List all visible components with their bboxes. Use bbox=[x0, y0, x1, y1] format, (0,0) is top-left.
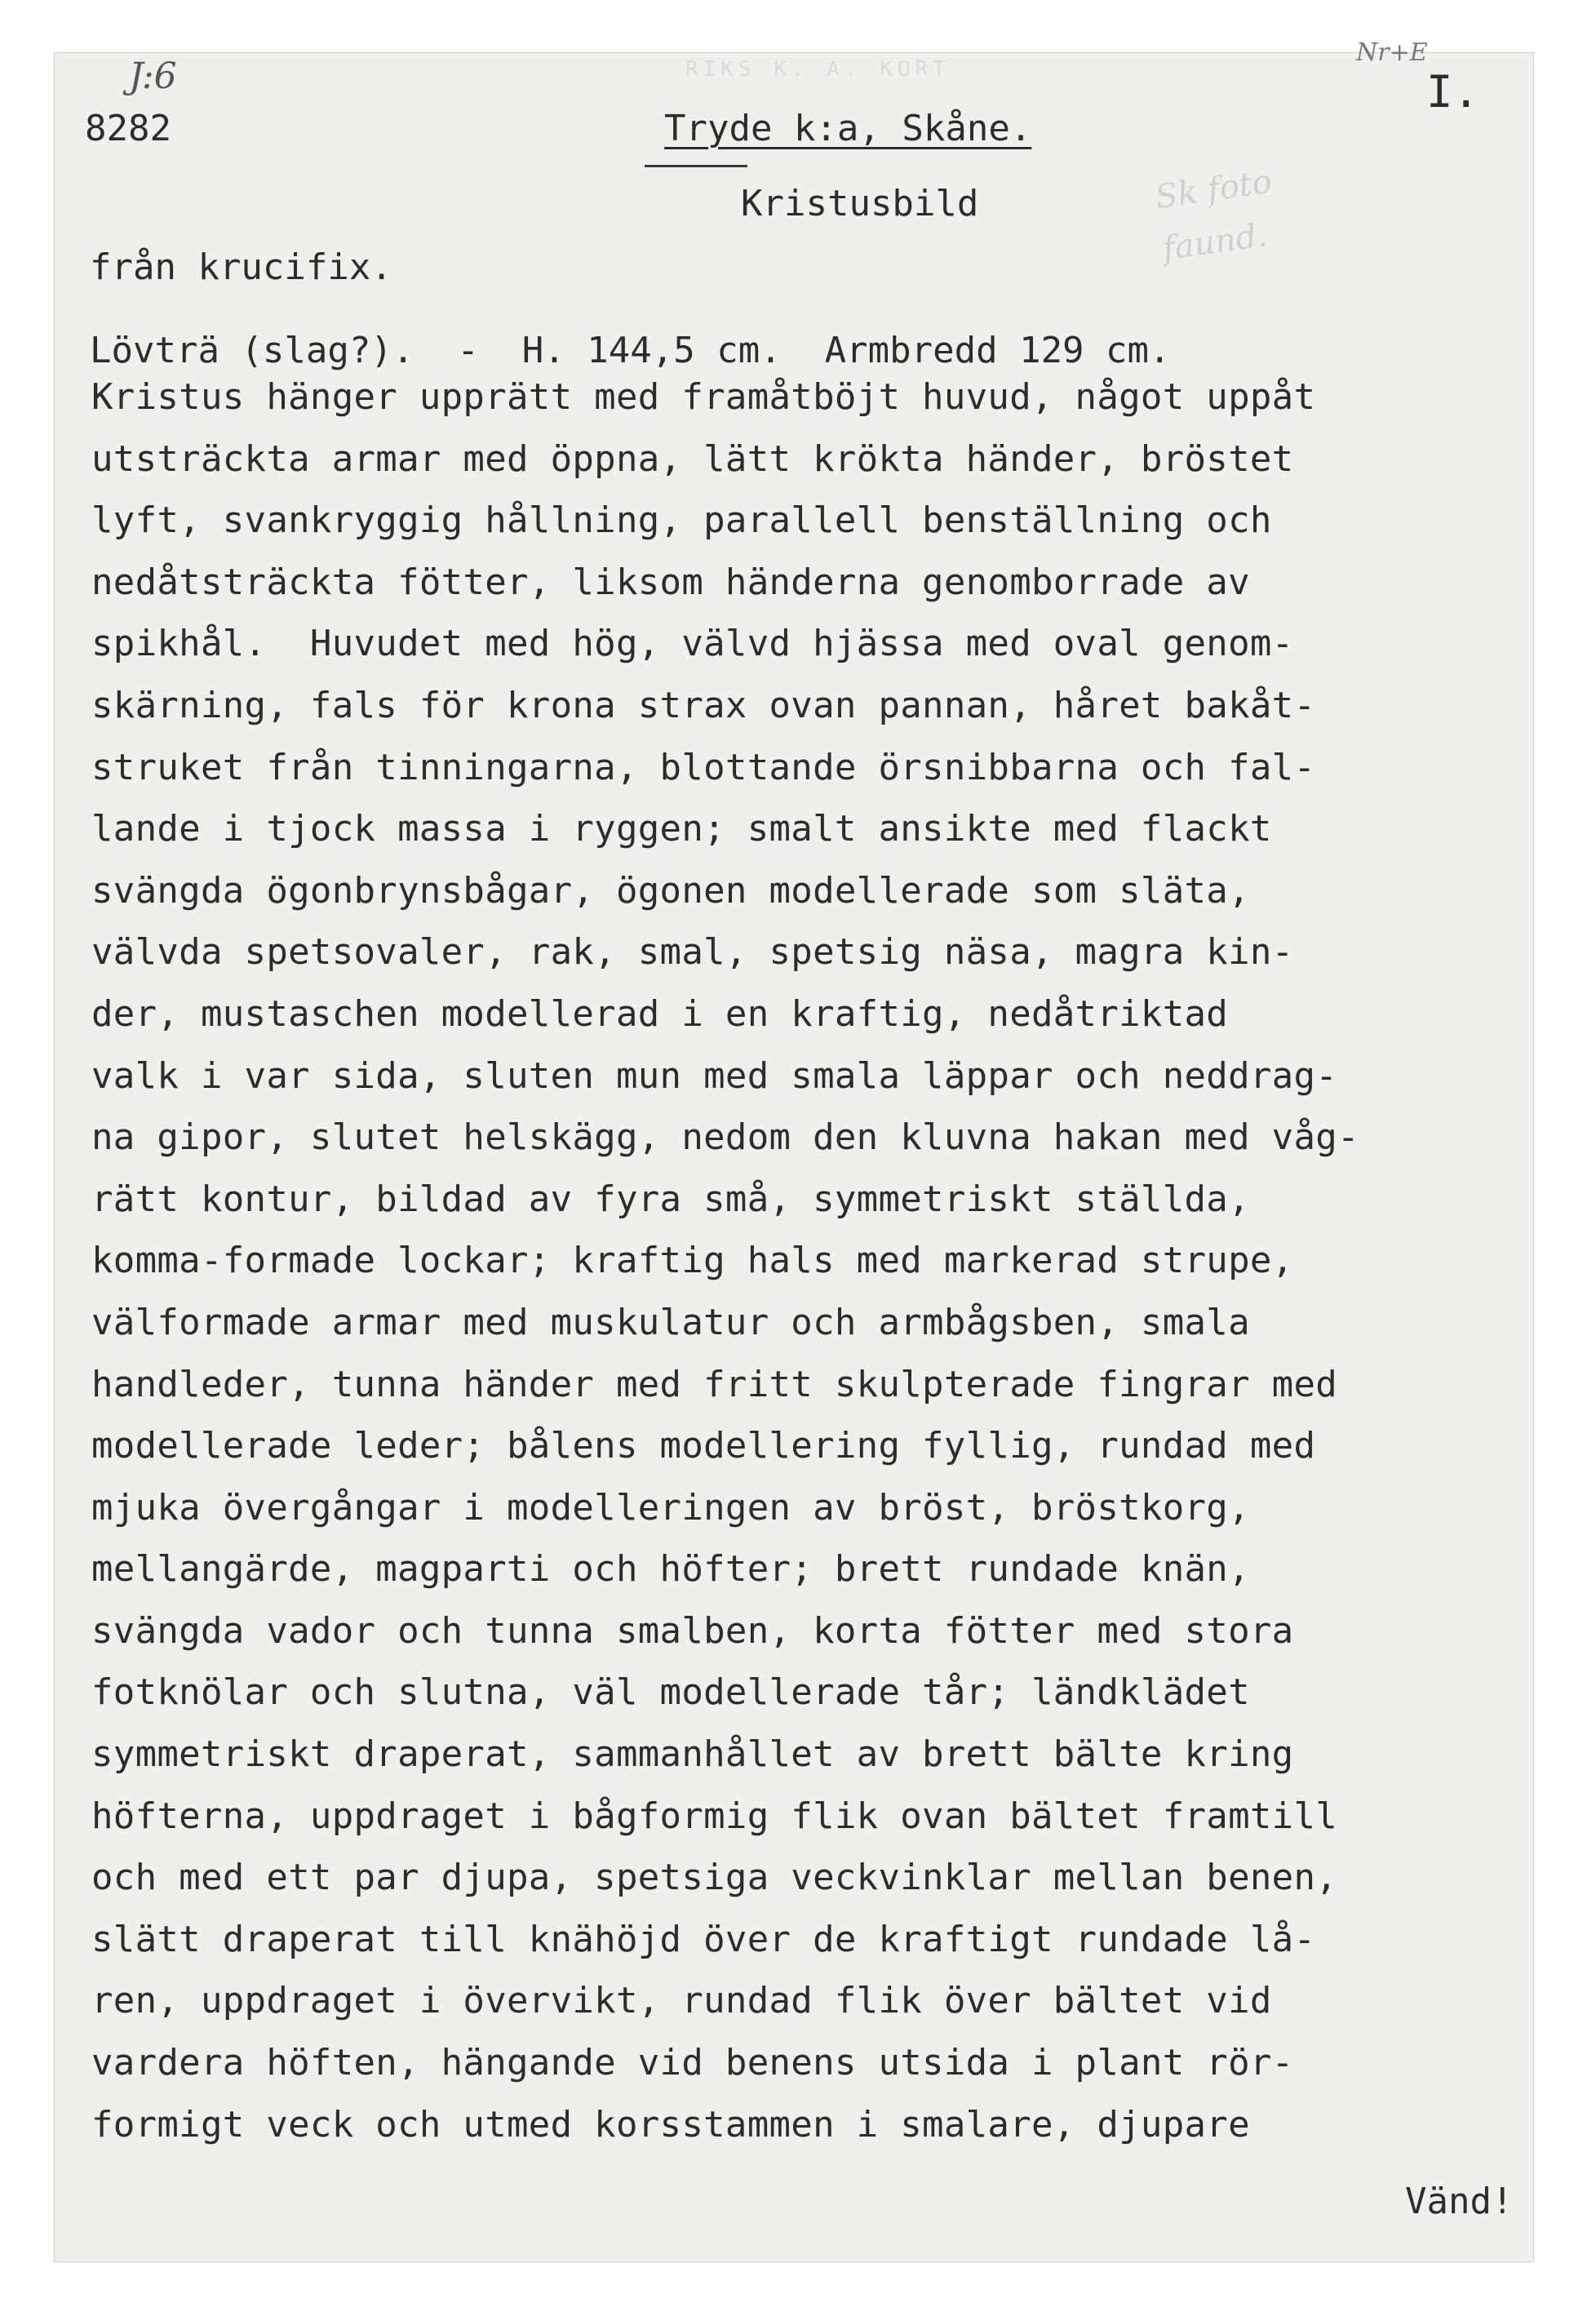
description-line: der, mustaschen modellerad i en kraftig, nedåtriktad bbox=[91, 992, 1229, 1035]
description-line: mjuka övergångar i modelleringen av bröst, bröstkorg, bbox=[91, 1486, 1250, 1529]
description-line: svängda vador och tunna smalben, korta fötter med stora bbox=[91, 1609, 1294, 1652]
description-line: Kristus hänger upprätt med framåtböjt huvud, något uppåt bbox=[91, 376, 1316, 418]
description-line: ren, uppdraget i övervikt, rundad flik över bältet vid bbox=[91, 1980, 1272, 2022]
description-line: vardera höften, hängande vid benens utsida i plant rör- bbox=[91, 2042, 1294, 2084]
turn-over-note: Vänd! bbox=[1405, 2181, 1514, 2222]
description-line: mellangärde, magparti och höfter; brett rundade knän, bbox=[91, 1548, 1250, 1591]
description-line: handleder, tunna händer med fritt skulpterade fingrar med bbox=[91, 1363, 1338, 1405]
description-line: höfterna, uppdraget i bågformig flik ovan bältet framtill bbox=[91, 1795, 1338, 1837]
material-dimensions-line: Lövträ (slag?). - H. 144,5 cm. Armbredd 129 cm. bbox=[90, 330, 1171, 371]
title-rule bbox=[645, 165, 747, 167]
roman-numeral: I. bbox=[1426, 66, 1480, 118]
description-line: välvda spetsovaler, rak, smal, spetsig näsa, magra kin- bbox=[91, 931, 1294, 974]
description-line: lyft, svankryggig hållning, parallell benställning och bbox=[91, 499, 1272, 542]
handwritten-corner-note: Nr+E bbox=[1356, 38, 1428, 67]
description-line: nedåtsträckta fötter, liksom händerna genomborrade av bbox=[91, 561, 1250, 603]
description-line: lande i tjock massa i ryggen; smalt ansikte med flackt bbox=[91, 808, 1272, 850]
description-line: rätt kontur, bildad av fyra små, symmetriskt ställda, bbox=[91, 1178, 1250, 1220]
description-line: spikhål. Huvudet med hög, välvd hjässa med oval genom- bbox=[91, 623, 1294, 665]
description-body bbox=[91, 376, 1527, 2168]
card-number: 8282 bbox=[85, 108, 171, 149]
description-line: formigt veck och utmed korsstammen i smalare, djupare bbox=[91, 2103, 1250, 2146]
description-line: symmetriskt draperat, sammanhållet av brett bälte kring bbox=[91, 1733, 1294, 1776]
description-line: välformade armar med muskulatur och armbågsben, smala bbox=[91, 1301, 1250, 1343]
description-line: utsträckta armar med öppna, lätt krökta händer, bröstet bbox=[91, 437, 1294, 480]
description-line: och med ett par djupa, spetsiga veckvinklar mellan benen, bbox=[91, 1857, 1338, 1899]
description-line: komma-formade lockar; kraftig hals med markerad strupe, bbox=[91, 1240, 1294, 1282]
card-subtitle: Kristusbild bbox=[741, 183, 979, 224]
card-title: Tryde k:a, Skåne. bbox=[664, 108, 1032, 149]
description-line: struket från tinningarna, blottande örsnibbarna och fal- bbox=[91, 746, 1316, 788]
description-line: na gipor, slutet helskägg, nedom den kluvna hakan med våg- bbox=[91, 1116, 1359, 1159]
description-line: svängda ögonbrynsbågar, ögonen modellerade som släta, bbox=[91, 869, 1250, 912]
pencil-note: Sk foto faund. bbox=[1153, 162, 1275, 268]
description-line: valk i var sida, sluten mun med smala läppar och neddrag- bbox=[91, 1054, 1338, 1097]
faded-printed-header: RIKS K. A. KORT bbox=[685, 57, 951, 82]
description-line: skärning, fals för krona strax ovan pannan, håret bakåt- bbox=[91, 684, 1316, 726]
description-line: modellerade leder; bålens modellering fyllig, rundad med bbox=[91, 1425, 1316, 1467]
description-line: slätt draperat till knähöjd över de kraftigt rundade lå- bbox=[91, 1918, 1316, 1960]
description-line: fotknölar och slutna, väl modellerade tår; ländklädet bbox=[91, 1671, 1250, 1714]
object-intro-line: från krucifix. bbox=[90, 246, 392, 288]
handwritten-shelf-mark: J:6 bbox=[129, 55, 177, 97]
